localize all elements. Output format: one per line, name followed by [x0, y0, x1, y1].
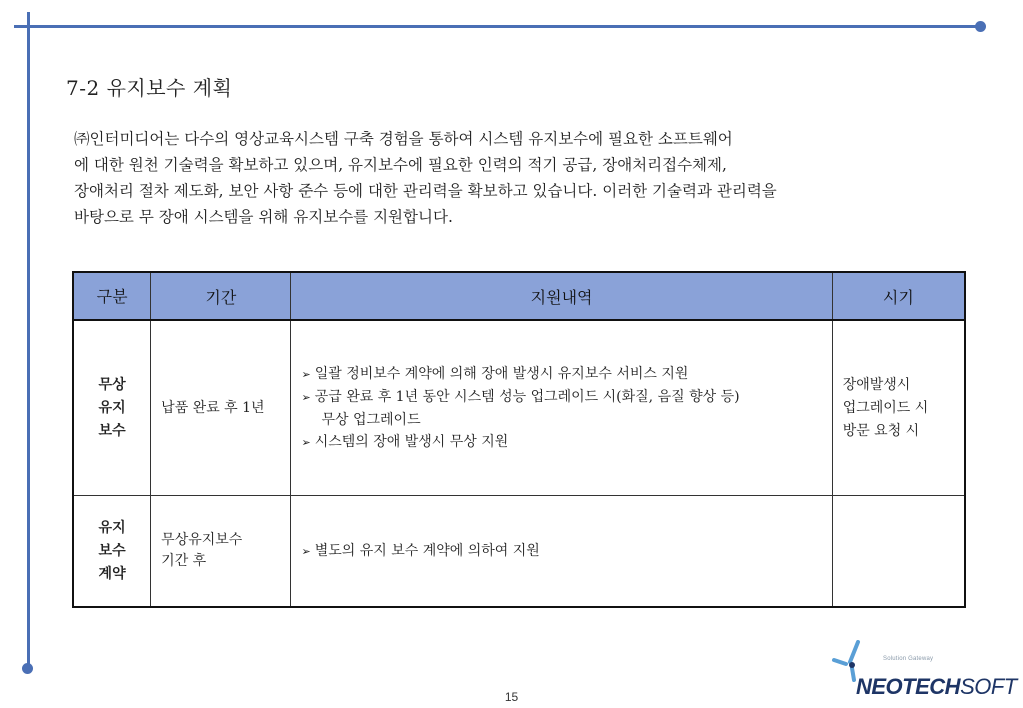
category-cell	[73, 320, 151, 496]
category-text: 계약	[98, 565, 126, 582]
period-cell	[151, 320, 291, 496]
maintenance-plan-table	[72, 271, 966, 608]
bullet-arrow-icon: ➢	[301, 544, 311, 558]
logo-brand-bold: NEOTECH	[856, 674, 961, 699]
frame-dot-top-right	[975, 21, 986, 32]
intro-paragraph	[74, 126, 954, 230]
logo-tagline: Solution Gateway	[883, 656, 934, 662]
content-bullet	[301, 363, 830, 386]
table-row	[73, 320, 965, 496]
logo-wordmark	[856, 674, 1017, 700]
content-cell	[291, 496, 832, 608]
company-logo	[828, 640, 1017, 700]
intro-line: 바탕으로 무 장애 시스템을 위해 유지보수를 지원합니다.	[74, 208, 453, 226]
section-title: 7-2 유지보수 계획	[66, 76, 233, 100]
intro-line: 장애처리 절차 제도화, 보안 사항 준수 등에 대한 관리력을 확보하고 있습니다. 이러한 기술력과 관리력을	[74, 182, 777, 200]
category-text: 무상	[98, 376, 126, 393]
logo-brand-light: SOFT	[960, 674, 1017, 699]
content-bullet	[301, 386, 830, 409]
category-cell	[73, 496, 151, 608]
intro-line: 에 대한 원천 기술력을 확보하고 있으며, 유지보수에 필요한 인력의 적기 공급, 장애처리접수체제,	[74, 156, 727, 174]
table-row	[73, 496, 965, 608]
bullet-arrow-icon: ➢	[301, 435, 311, 449]
content-continuation: 무상 업그레이드	[321, 411, 421, 428]
category-text: 보수	[98, 542, 126, 559]
frame-dot-bottom-left	[22, 663, 33, 674]
bullet-arrow-icon: ➢	[301, 390, 311, 404]
header-period: 기간	[151, 272, 291, 320]
timing-text: 장애발생시	[842, 376, 911, 393]
content-bullet	[301, 431, 830, 454]
content-text: 일괄 정비보수 계약에 의해 장애 발생시 유지보수 서비스 지원	[314, 365, 689, 382]
frame-left-line	[27, 12, 30, 668]
content-bullet	[301, 540, 830, 563]
header-timing: 시기	[832, 272, 965, 320]
category-text: 보수	[98, 422, 126, 439]
content-text: 공급 완료 후 1년 동안 시스템 성능 업그레이드 시(화질, 음질 향상 등)	[314, 388, 740, 405]
period-text: 기간 후	[161, 553, 207, 569]
timing-text: 업그레이드 시	[842, 399, 929, 416]
category-text: 유지	[98, 519, 126, 536]
period-cell	[151, 496, 291, 608]
content-text: 별도의 유지 보수 계약에 의하여 지원	[314, 542, 540, 559]
content-cell	[291, 320, 832, 496]
period-text: 무상유지보수	[161, 532, 243, 548]
content-text: 시스템의 장애 발생시 무상 지원	[314, 433, 509, 450]
page-number: 15	[504, 690, 519, 704]
header-category: 구분	[73, 272, 151, 320]
timing-cell-empty	[832, 496, 965, 608]
intro-line: ㈜인터미디어는 다수의 영상교육시스템 구축 경험을 통하여 시스템 유지보수에 필요한 소프트웨어	[74, 130, 733, 148]
timing-cell	[832, 320, 965, 496]
period-text: 납품 완료 후 1년	[161, 399, 265, 416]
bullet-arrow-icon: ➢	[301, 367, 311, 381]
category-text: 유지	[98, 399, 126, 416]
frame-top-line	[14, 25, 981, 28]
timing-text: 방문 요청 시	[842, 422, 920, 439]
table-header-row	[73, 272, 965, 320]
header-content: 지원내역	[291, 272, 832, 320]
